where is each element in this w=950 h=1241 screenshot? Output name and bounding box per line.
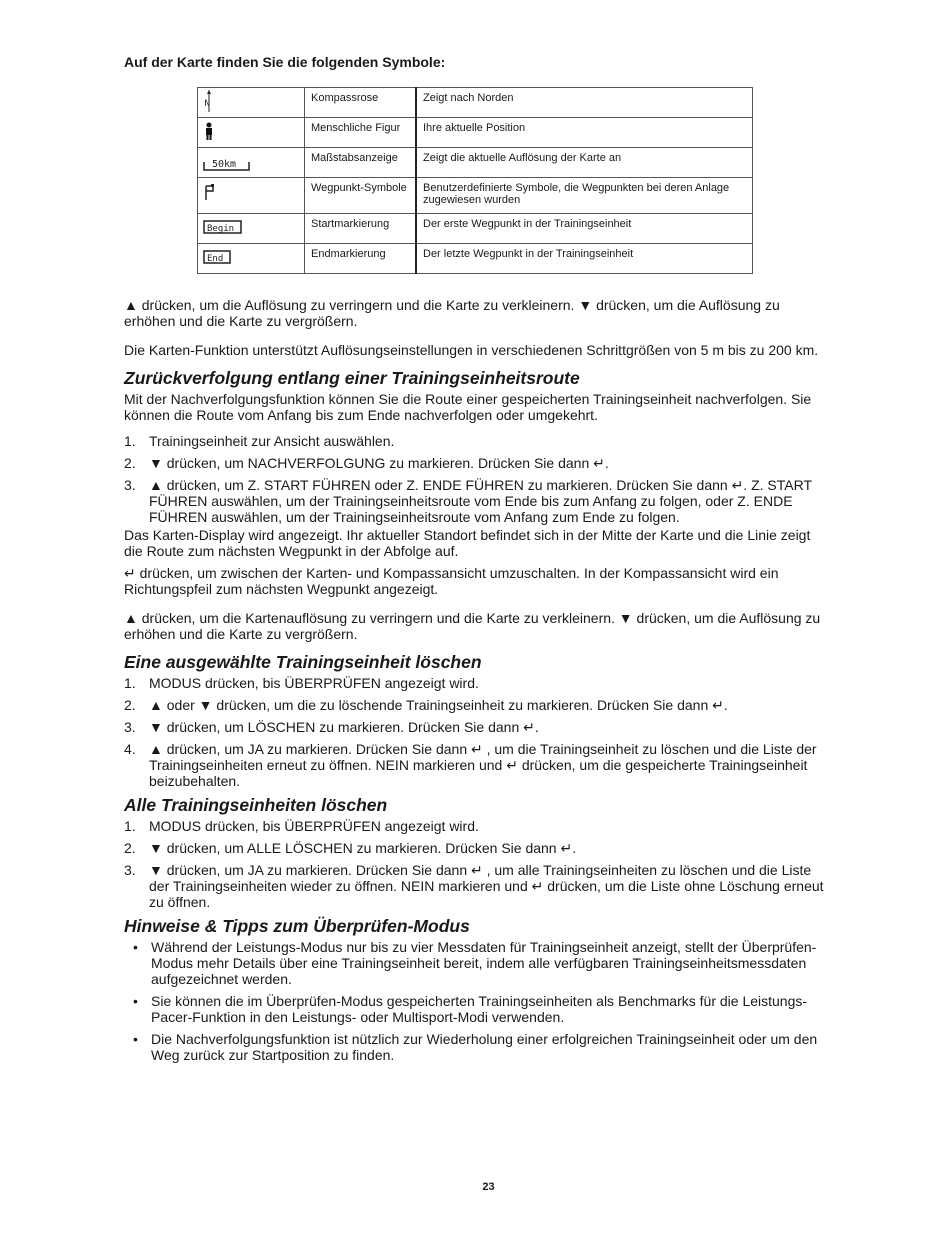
- symbol-description: Zeigt nach Norden: [416, 88, 753, 118]
- symbols-table: [197, 87, 753, 274]
- step-text: ▼ drücken, um LÖSCHEN zu markieren. Drücken Sie dann ↵.: [149, 719, 539, 735]
- symbol-name: Endmarkierung: [305, 244, 417, 274]
- list-item: [124, 862, 830, 910]
- list-item: [124, 697, 830, 713]
- step-text: ▲ drücken, um JA zu markieren. Drücken Sie dann ↵ , um die Trainingseinheit zu löschen und die Liste der Trainingseinheiten erneut zu öffnen. NEIN markieren und ↵ drücken, um die gespeicherte Trainingseinheit beizubehalten.: [149, 741, 817, 789]
- map-zoom-paragraph: ▲ drücken, um die Kartenauflösung zu verringern und die Karte zu verkleinern. ▼ drücken, um die Auflösung zu erhöhen und die Karte zu vergrößern.: [124, 610, 821, 642]
- step-text: ▲ drücken, um Z. START FÜHREN oder Z. ENDE FÜHREN zu markieren. Drücken Sie dann ↵. Z. START FÜHREN auswählen, um der Trainingseinheitsroute vom Ende bis zum Anfang zu folgen, oder Z. ENDE FÜHREN auswählen, um der Trainingseinheitsroute vom Anfang zum Ende zu folgen.: [149, 477, 812, 525]
- list-item: [124, 477, 830, 525]
- bullet-icon: •: [133, 993, 138, 1009]
- section-heading-tips: Hinweise & Tipps zum Überprüfen-Modus: [124, 916, 470, 936]
- table-row: [198, 244, 753, 274]
- resolution-paragraph: Die Karten-Funktion unterstützt Auflösungseinstellungen in verschiedenen Schrittgrößen von 5 m bis zu 200 km.: [124, 342, 819, 358]
- symbol-name: Maßstabsanzeige: [305, 148, 417, 178]
- step-number: 1.: [124, 675, 136, 691]
- human-figure-icon: [198, 118, 305, 148]
- symbol-description: Ihre aktuelle Position: [416, 118, 753, 148]
- step-number: 2.: [124, 455, 136, 471]
- symbol-description: Zeigt die aktuelle Auflösung der Karte an: [416, 148, 753, 178]
- svg-text:N: N: [204, 99, 210, 109]
- step-number: 1.: [124, 433, 136, 449]
- table-row: [198, 148, 753, 178]
- table-row: [198, 214, 753, 244]
- section-heading-delete-all: Alle Trainingseinheiten löschen: [124, 795, 388, 815]
- table-row: [198, 88, 753, 118]
- step-number: 4.: [124, 741, 136, 757]
- step-number: 3.: [124, 719, 136, 735]
- delete-all-steps: [124, 818, 830, 910]
- step-text: ▼ drücken, um ALLE LÖSCHEN zu markieren. Drücken Sie dann ↵.: [149, 840, 577, 856]
- list-item: [124, 675, 830, 691]
- list-item: [124, 1031, 830, 1063]
- step-number: 2.: [124, 840, 136, 856]
- symbol-name: Menschliche Figur: [305, 118, 417, 148]
- end-marker-icon: [198, 244, 305, 274]
- zoom-paragraph: ▲ drücken, um die Auflösung zu verringern und die Karte zu verkleinern. ▼ drücken, um die Auflösung zu erhöhen und die Karte zu vergrößern.: [124, 297, 780, 329]
- bullet-icon: •: [133, 1031, 138, 1047]
- symbols-intro: Auf der Karte finden Sie die folgenden Symbole:: [124, 54, 446, 70]
- delete-one-steps: [124, 675, 830, 789]
- bullet-icon: •: [133, 939, 138, 955]
- map-display-paragraph: Das Karten-Display wird angezeigt. Ihr aktueller Standort befindet sich in der Mitte der Karte und die Linie zeigt die Route zum nächsten Wegpunkt in der Abfolge auf.: [124, 527, 811, 559]
- symbol-name: Kompassrose: [305, 88, 417, 118]
- step-text: Trainingseinheit zur Ansicht auswählen.: [149, 433, 395, 449]
- scale-label: 50km: [212, 159, 237, 170]
- list-item: [124, 818, 830, 834]
- tips-list: [124, 939, 830, 1063]
- step-text: MODUS drücken, bis ÜBERPRÜFEN angezeigt wird.: [149, 675, 479, 691]
- scale-indicator-icon: [198, 148, 305, 178]
- step-number: 3.: [124, 477, 136, 493]
- begin-marker-icon: [198, 214, 305, 244]
- section-heading-delete-one: Eine ausgewählte Trainingseinheit löschen: [124, 652, 482, 672]
- section-heading-backtrack: Zurückverfolgung entlang einer Trainingseinheitsroute: [124, 368, 580, 388]
- tip-text: Während der Leistungs-Modus nur bis zu vier Messdaten für Trainingseinheit anzeigt, stellt der Überprüfen-Modus mehr Details über eine Trainingseinheit bereit, indem alle verfügbaren Trainingseinheitsmessdaten aufgezeichnet werden.: [151, 939, 817, 987]
- list-item: [124, 719, 830, 735]
- step-text: ▲ oder ▼ drücken, um die zu löschende Trainingseinheit zu markieren. Drücken Sie dann ↵.: [149, 697, 728, 713]
- section-intro: Mit der Nachverfolgungsfunktion können Sie die Route einer gespeicherten Trainingseinheit nachverfolgen. Sie können die Route vom Anfang bis zum Ende nachverfolgen oder umgekehrt.: [124, 391, 812, 423]
- symbol-name: Wegpunkt-Symbole: [305, 178, 417, 214]
- begin-label: Begin: [207, 224, 235, 234]
- compass-rose-icon: [198, 88, 305, 118]
- page-number: 23: [482, 1181, 495, 1193]
- step-number: 1.: [124, 818, 136, 834]
- symbol-description: Der erste Wegpunkt in der Trainingseinheit: [416, 214, 753, 244]
- list-item: [124, 741, 830, 789]
- symbol-name: Startmarkierung: [305, 214, 417, 244]
- list-item: [124, 939, 830, 987]
- step-number: 3.: [124, 862, 136, 878]
- step-text: MODUS drücken, bis ÜBERPRÜFEN angezeigt wird.: [149, 818, 479, 834]
- step-number: 2.: [124, 697, 136, 713]
- list-item: [124, 840, 830, 856]
- waypoint-flag-icon: [198, 178, 305, 214]
- step-text: ▼ drücken, um NACHVERFOLGUNG zu markieren. Drücken Sie dann ↵.: [149, 455, 609, 471]
- list-item: [124, 455, 830, 471]
- backtrack-steps: [124, 433, 830, 525]
- manual-page: [124, 54, 830, 1069]
- symbol-description: Der letzte Wegpunkt in der Trainingseinheit: [416, 244, 753, 274]
- step-text: ▼ drücken, um JA zu markieren. Drücken Sie dann ↵ , um alle Trainingseinheiten zu löschen und die Liste der Trainingseinheiten wieder zu öffnen. NEIN markieren und ↵ drücken, um die Liste ohne Löschung erneut zu öffnen.: [149, 862, 824, 910]
- list-item: [124, 433, 830, 449]
- tip-text: Sie können die im Überprüfen-Modus gespeicherten Trainingseinheiten als Benchmarks für die Leistungs-Pacer-Funktion in den Leistungs- oder Multisport-Modi verwenden.: [151, 993, 808, 1025]
- table-row: [198, 178, 753, 214]
- list-item: [124, 993, 830, 1025]
- end-label: End: [207, 254, 224, 264]
- symbol-description: Benutzerdefinierte Symbole, die Wegpunkten bei deren Anlage zugewiesen wurden: [416, 178, 753, 214]
- compass-toggle-paragraph: ↵ drücken, um zwischen der Karten- und Kompassansicht umzuschalten. In der Kompassansicht wird ein Richtungspfeil zum nächsten Wegpunkt angezeigt.: [124, 565, 779, 597]
- tip-text: Die Nachverfolgungsfunktion ist nützlich zur Wiederholung einer erfolgreichen Trainingseinheit oder um den Weg zurück zur Startposition zu finden.: [151, 1031, 818, 1063]
- table-row: [198, 118, 753, 148]
